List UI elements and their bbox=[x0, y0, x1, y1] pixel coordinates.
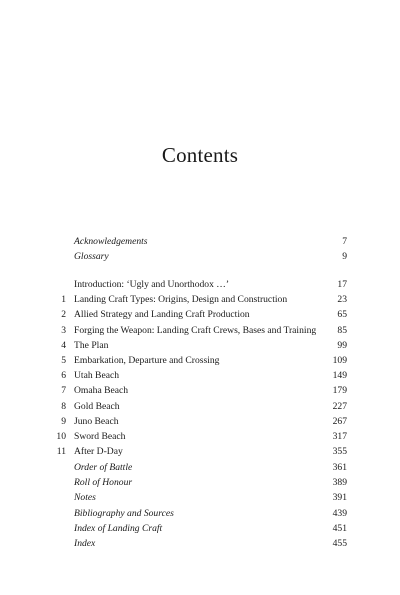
toc-entry bbox=[54, 444, 347, 459]
chapter-number: 6 bbox=[61, 370, 66, 382]
page-number: 17 bbox=[337, 279, 347, 290]
page-number: 451 bbox=[332, 522, 347, 534]
entry-title: Juno Beach bbox=[74, 415, 119, 427]
back-matter-list bbox=[54, 460, 347, 551]
chapter-number: 8 bbox=[61, 400, 66, 412]
toc-entry bbox=[54, 307, 347, 322]
toc-entry bbox=[54, 368, 347, 383]
toc-entry bbox=[54, 292, 347, 307]
page-number: 455 bbox=[332, 537, 347, 549]
page-number: 109 bbox=[332, 354, 347, 366]
entry-title: Allied Strategy and Landing Craft Production bbox=[74, 309, 250, 321]
toc-entry bbox=[54, 460, 347, 475]
toc-entry bbox=[54, 536, 347, 551]
toc-entry bbox=[54, 383, 347, 398]
page-number: 355 bbox=[332, 446, 347, 458]
toc-entry bbox=[54, 323, 347, 338]
page-number: 267 bbox=[332, 415, 347, 427]
page-number: 7 bbox=[342, 236, 347, 247]
entry-title: Notes bbox=[74, 492, 96, 504]
toc-entry bbox=[54, 506, 347, 521]
chapter-number: 11 bbox=[56, 446, 66, 458]
chapter-number: 9 bbox=[61, 415, 66, 427]
entry-title: Acknowledgements bbox=[74, 236, 148, 247]
toc-entry bbox=[54, 521, 347, 536]
entry-title: Introduction: ‘Ugly and Unorthodox …’ bbox=[74, 279, 230, 290]
chapter-number: 2 bbox=[61, 309, 66, 321]
toc-entry bbox=[54, 399, 347, 414]
entry-title: Embarkation, Departure and Crossing bbox=[74, 354, 220, 366]
page-title: Contents bbox=[161, 143, 239, 167]
page-number: 85 bbox=[337, 324, 347, 336]
entry-title: Gold Beach bbox=[74, 400, 120, 412]
toc-entry bbox=[54, 249, 347, 264]
page-number: 23 bbox=[337, 294, 347, 306]
page-number: 179 bbox=[332, 385, 347, 397]
chapter-number: 5 bbox=[61, 354, 66, 366]
front-matter-list bbox=[54, 234, 347, 264]
page-number: 65 bbox=[337, 309, 347, 321]
entry-title: Omaha Beach bbox=[74, 385, 129, 397]
entry-title: Index of Landing Craft bbox=[74, 522, 163, 534]
chapter-number: 1 bbox=[61, 294, 66, 306]
page-number: 439 bbox=[332, 507, 347, 519]
page-number: 317 bbox=[332, 430, 347, 442]
toc-entry bbox=[54, 353, 347, 368]
entry-title: Roll of Honour bbox=[74, 477, 133, 489]
chapter-list bbox=[54, 277, 347, 459]
chapter-number: 4 bbox=[61, 339, 66, 351]
entry-title: Forging the Weapon: Landing Craft Crews, Bases and Training bbox=[74, 324, 317, 336]
entry-title: Index bbox=[74, 537, 96, 549]
entry-title: Bibliography and Sources bbox=[74, 507, 174, 519]
toc-entry bbox=[54, 234, 347, 249]
page-number: 361 bbox=[332, 462, 347, 473]
entry-title: Utah Beach bbox=[74, 370, 120, 382]
chapter-number: 7 bbox=[61, 385, 66, 397]
page-number: 389 bbox=[332, 477, 347, 489]
page-number: 227 bbox=[332, 400, 347, 412]
toc-entry bbox=[54, 429, 347, 444]
chapter-number: 3 bbox=[61, 324, 66, 336]
page-number: 9 bbox=[342, 251, 347, 263]
toc-entry bbox=[54, 414, 347, 429]
entry-title: Order of Battle bbox=[74, 462, 133, 473]
toc-entry bbox=[54, 277, 347, 292]
entry-title: After D-Day bbox=[74, 446, 123, 458]
chapter-number: 10 bbox=[56, 430, 66, 442]
toc-entry bbox=[54, 490, 347, 505]
toc-entry bbox=[54, 475, 347, 490]
page-number: 149 bbox=[332, 370, 347, 382]
page-number: 99 bbox=[337, 339, 347, 351]
entry-title: Landing Craft Types: Origins, Design and Construction bbox=[74, 294, 288, 306]
entry-title: Sword Beach bbox=[74, 430, 126, 442]
toc-entry bbox=[54, 338, 347, 353]
entry-title: The Plan bbox=[74, 339, 109, 351]
entry-title: Glossary bbox=[74, 251, 109, 263]
page-number: 391 bbox=[332, 492, 347, 504]
